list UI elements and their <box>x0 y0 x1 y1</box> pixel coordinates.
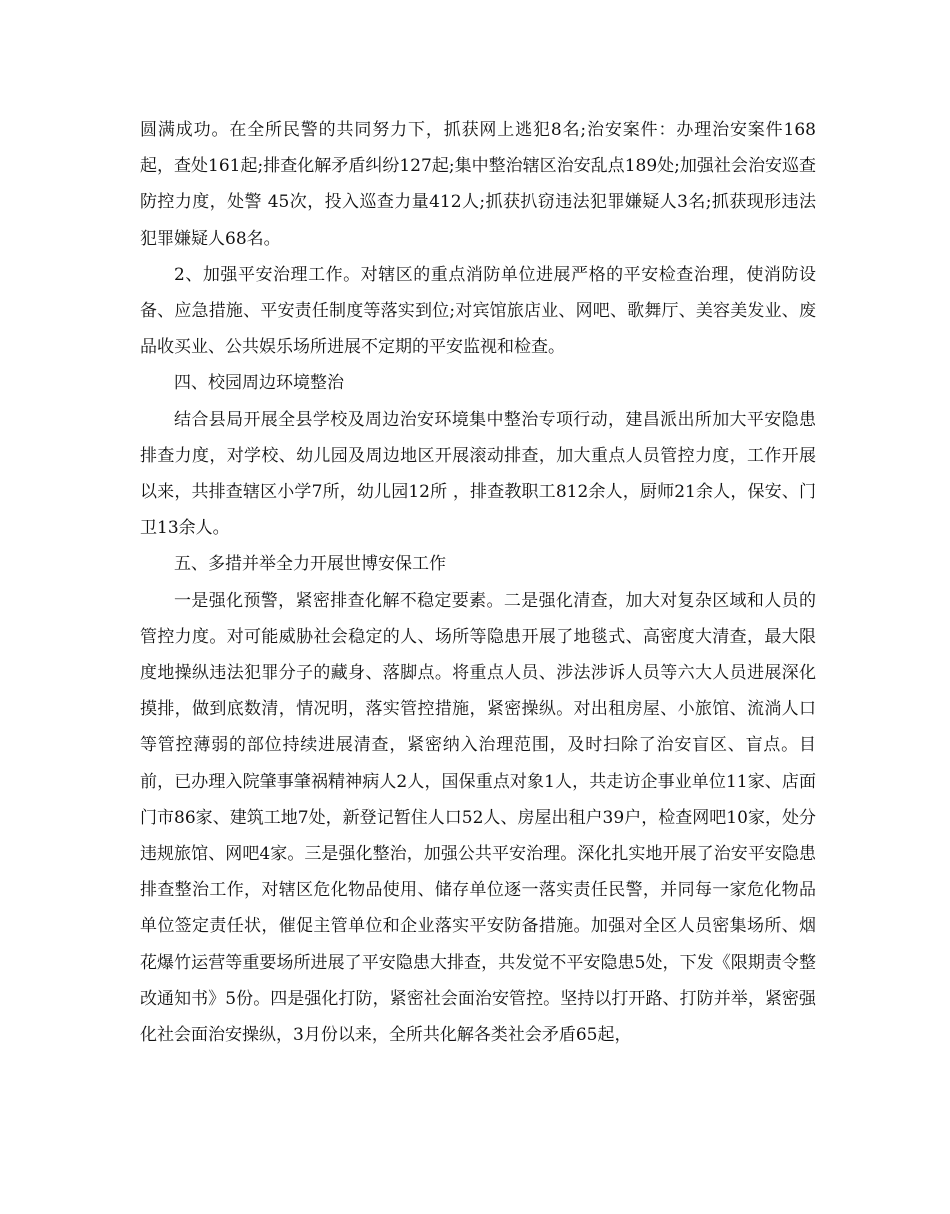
paragraph-work-results: 圆满成功。在全所民警的共同努力下，抓获网上逃犯8名;治安案件：办理治安案件168起，查处161起;排查化解矛盾纠纷127起;集中整治辖区治安乱点189处;加强社会治安巡查防控力度，处警 45次，投入巡查力量412人;抓获扒窃违法犯罪嫌疑人3名;抓获现形违法犯罪嫌疑人68名。 <box>140 120 816 249</box>
paragraph-expo-security: 一是强化预警，紧密排查化解不稳定要素。二是强化清查，加大对复杂区域和人员的管控力度。对可能威胁社会稳定的人、场所等隐患开展了地毯式、高密度大清查，最大限度地操纵违法犯罪分子的藏身、落脚点。将重点人员、涉法涉诉人员等六大人员进展深化摸排，做到底数清，情况明，落实管控措施，紧密操纵。对出租房屋、小旅馆、流淌人口等管控薄弱的部位持续进展清查，紧密纳入治理范围，及时扫除了治安盲区、盲点。目前，已办理入院肇事肇祸精神病人2人，国保重点对象1人，共走访企事业单位11家、店面门市86家、建筑工地7处，新登记暂住人口52人、房屋出租户39户，检查网吧10家，处分违规旅馆、网吧4家。三是强化整治，加强公共平安治理。深化扎实地开展了治安平安隐患排查整治工作，对辖区危化物品使用、储存单位逐一落实责任民警，并同每一家危化物品单位签定责任状，催促主管单位和企业落实平安防备措施。加强对全区人员密集场所、烟花爆竹运营等重要场所进展了平安隐患大排查，共发觉不平安隐患5处，下发《限期责令整改通知书》5份。四是强化打防，紧密社会面治安管控。坚持以打开路、打防并举，紧密强化社会面治安操纵，3月份以来，全所共化解各类社会矛盾65起， <box>140 590 816 1046</box>
paragraph-campus-environment: 结合县局开展全县学校及周边治安环境集中整治专项行动，建昌派出所加大平安隐患排查力度，对学校、幼儿园及周边地区开展滚动排查，加大重点人员管控力度，工作开展以来，共排查辖区小学7所，幼儿园12所 ，排查教职工812余人，厨师21余人，保安、门卫13余人。 <box>140 409 816 539</box>
document-body <box>140 112 816 1053</box>
section-heading-campus: 四、校园周边环境整治 <box>174 373 344 394</box>
paragraph-safety-management: 2、加强平安治理工作。对辖区的重点消防单位进展严格的平安检查治理，使消防设备、应急措施、平安责任制度等落实到位;对宾馆旅店业、网吧、歌舞厅、美容美发业、废品收买业、公共娱乐场所进展不定期的平安监视和检查。 <box>140 264 816 358</box>
section-heading-expo-security: 五、多措并举全力开展世博安保工作 <box>174 554 446 575</box>
